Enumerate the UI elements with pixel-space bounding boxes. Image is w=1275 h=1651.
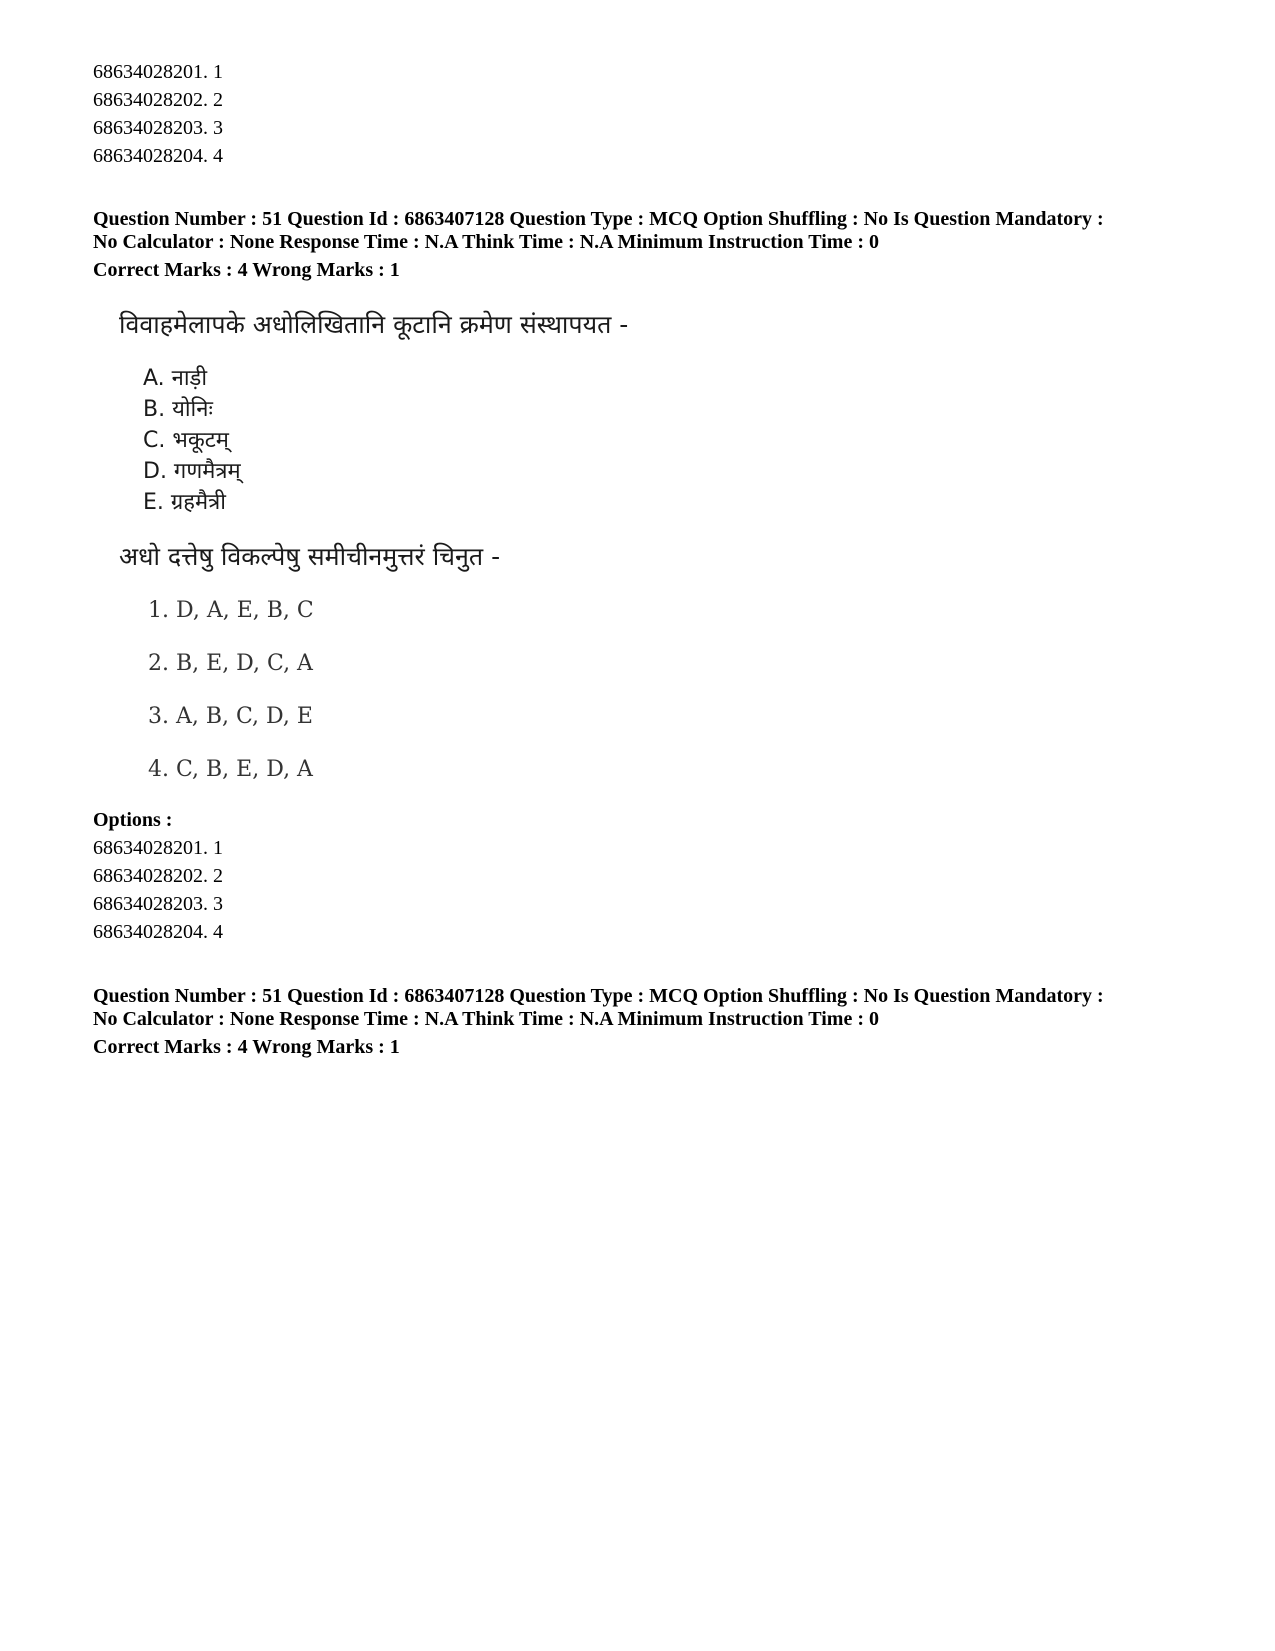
option-3: 68634028203. 3 <box>93 893 223 915</box>
option-1: 68634028201. 1 <box>93 837 223 859</box>
top-option-3: 68634028203. 3 <box>93 117 223 139</box>
top-option-2: 68634028202. 2 <box>93 89 223 111</box>
choice-1: 1. D, A, E, B, C <box>148 598 314 623</box>
list-item-a: A. नाड़ी <box>143 366 208 391</box>
question-marks: Correct Marks : 4 Wrong Marks : 1 <box>93 259 400 281</box>
list-item-b: B. योनिः <box>143 397 213 422</box>
top-option-4: 68634028204. 4 <box>93 145 223 167</box>
top-option-1: 68634028201. 1 <box>93 61 223 83</box>
option-2: 68634028202. 2 <box>93 865 223 887</box>
choice-4: 4. C, B, E, D, A <box>148 757 313 782</box>
question2-marks: Correct Marks : 4 Wrong Marks : 1 <box>93 1036 400 1058</box>
question-statement: विवाहमेलापके अधोलिखितानि कूटानि क्रमेण संस्थापयत - <box>119 310 629 339</box>
list-item-e: E. ग्रहमैत्री <box>143 490 226 515</box>
options-heading: Options : <box>93 809 173 831</box>
list-item-d: D. गणमैत्रम् <box>143 459 241 484</box>
choice-3: 3. A, B, C, D, E <box>148 704 313 729</box>
question-prompt: अधो दत्तेषु विकल्पेषु समीचीनमुत्तरं चिनुत - <box>119 542 501 571</box>
question-image <box>93 310 713 830</box>
choice-2: 2. B, E, D, C, A <box>148 651 313 676</box>
question-meta-line1: Question Number : 51 Question Id : 6863407128 Question Type : MCQ Option Shuffling : No Is Question Mandatory : <box>93 208 1104 230</box>
option-4: 68634028204. 4 <box>93 921 223 943</box>
list-item-c: C. भकूटम् <box>143 428 229 453</box>
question-meta-line2: No Calculator : None Response Time : N.A Think Time : N.A Minimum Instruction Time : 0 <box>93 231 879 253</box>
question2-meta-line1: Question Number : 51 Question Id : 6863407128 Question Type : MCQ Option Shuffling : No Is Question Mandatory : <box>93 985 1104 1007</box>
question2-meta-line2: No Calculator : None Response Time : N.A Think Time : N.A Minimum Instruction Time : 0 <box>93 1008 879 1030</box>
